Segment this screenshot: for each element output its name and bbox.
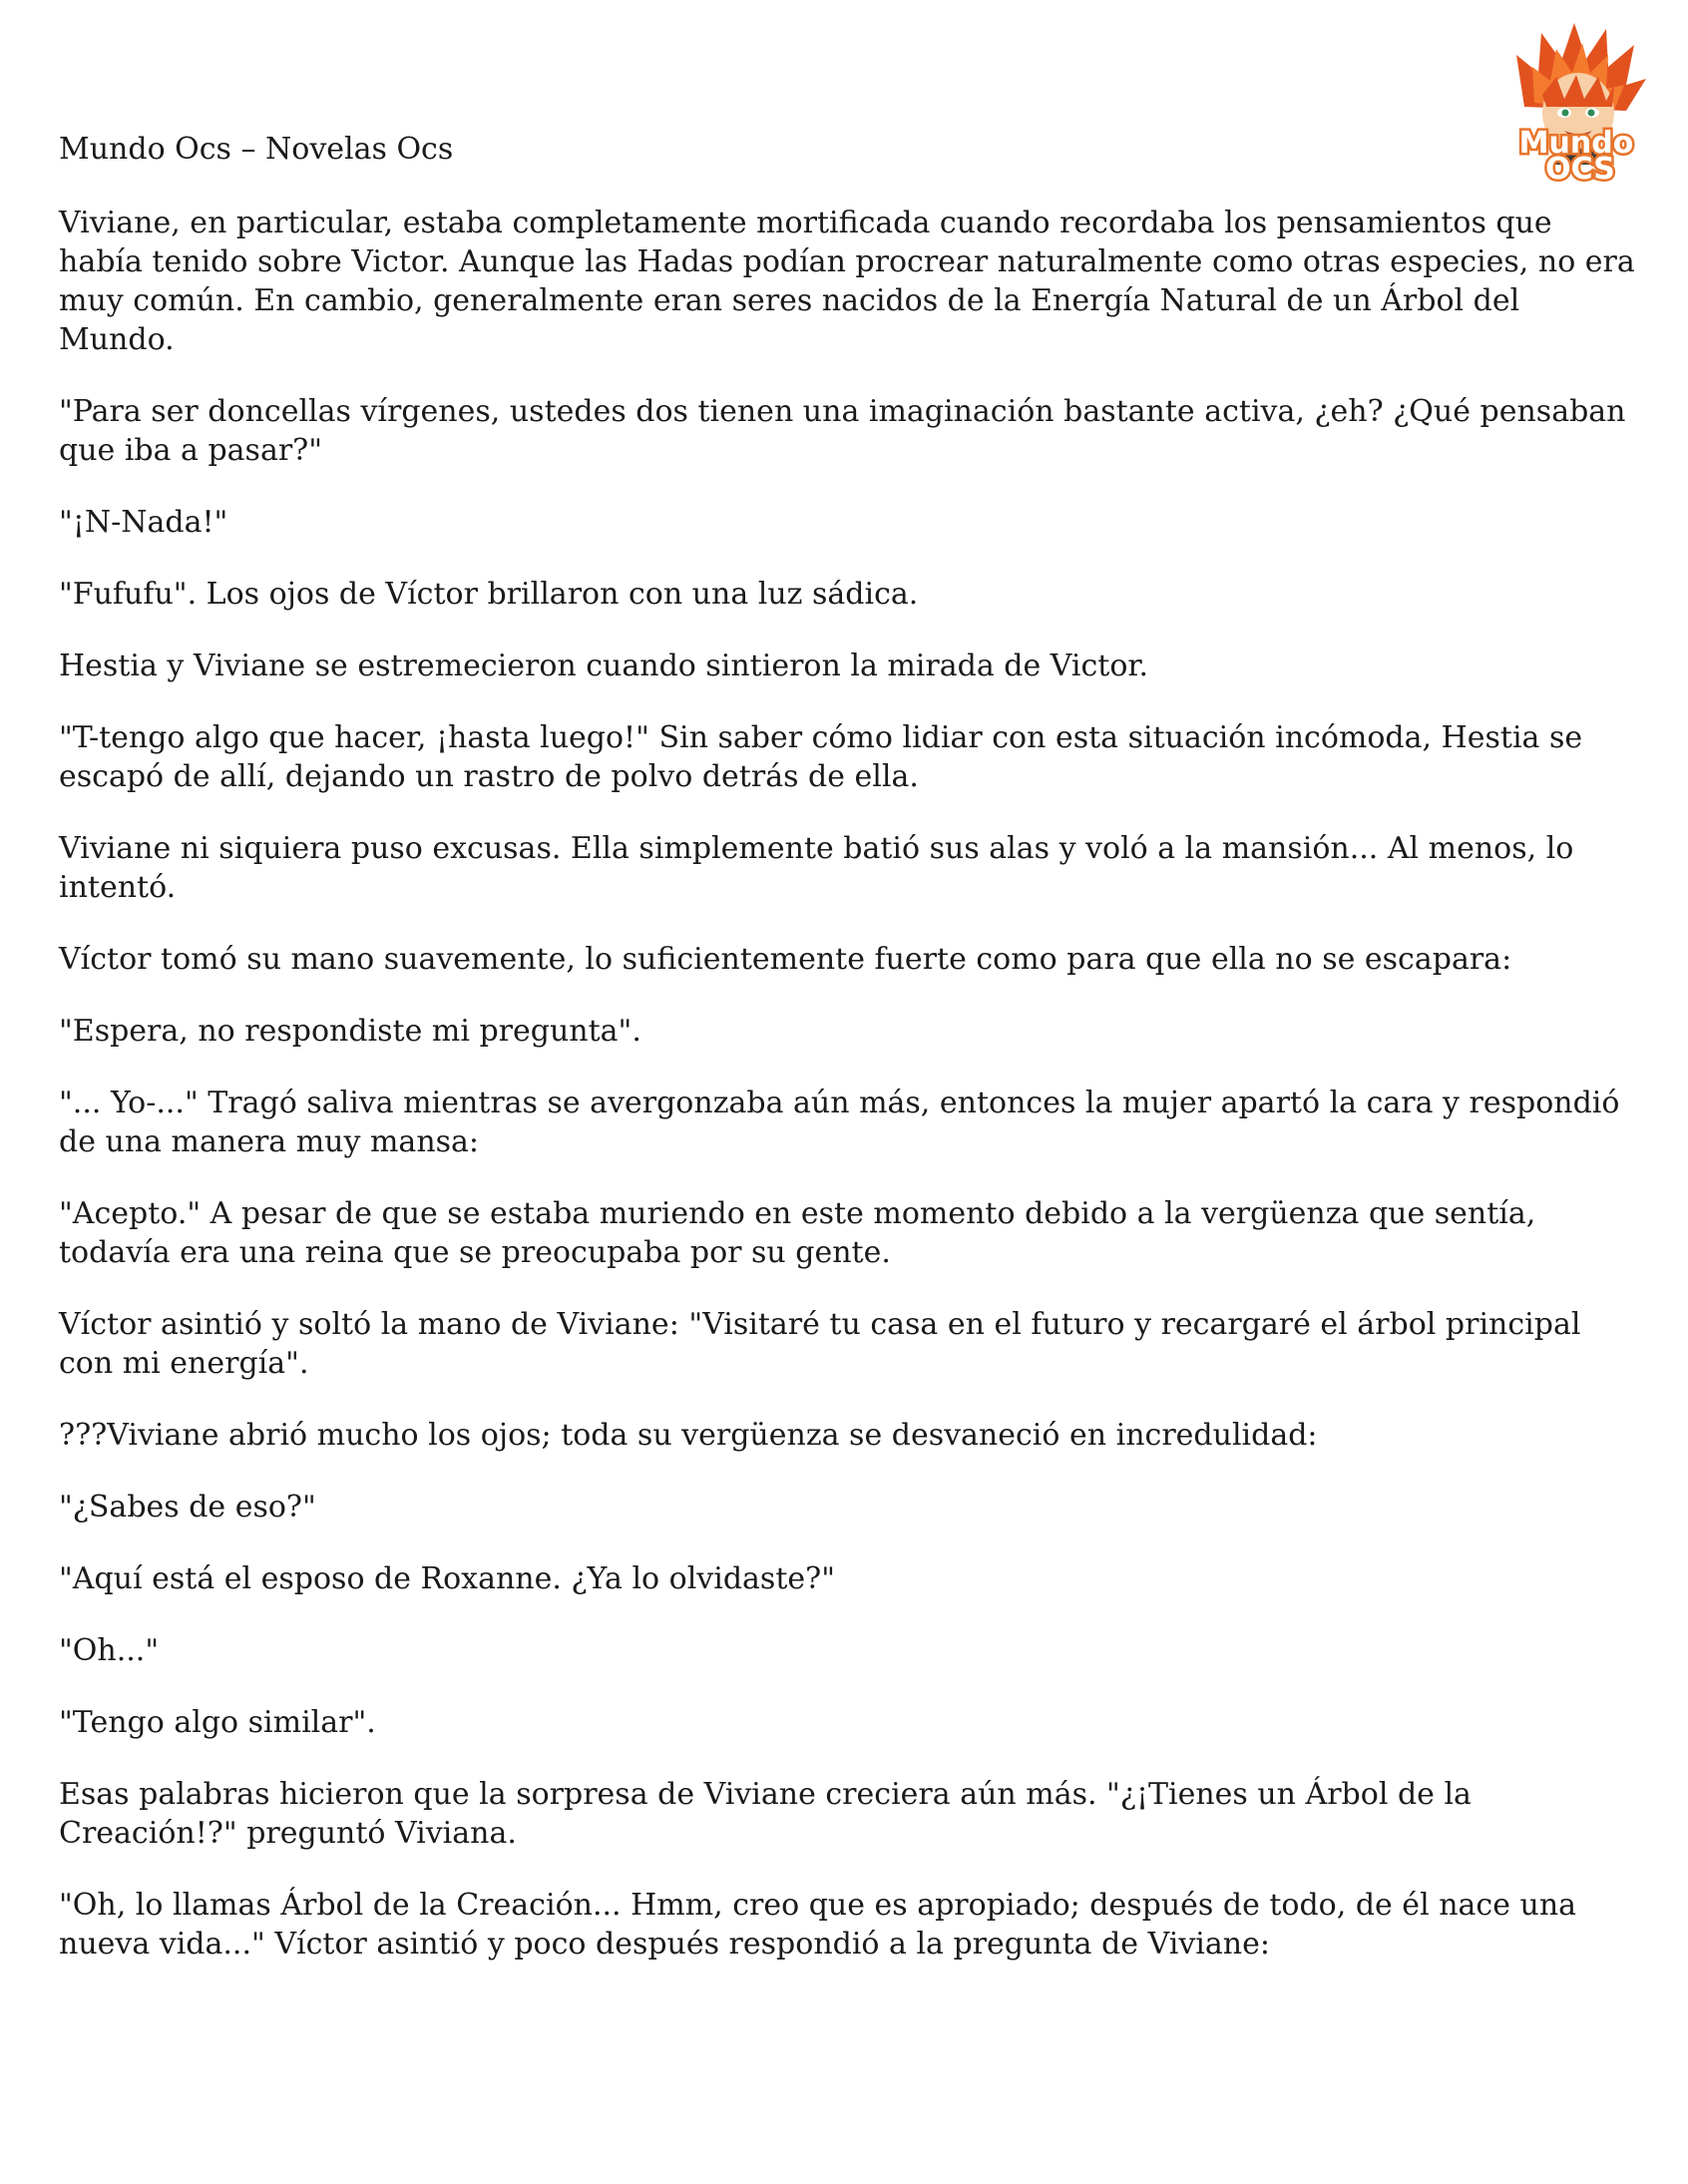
paragraph: "Tengo algo similar". — [59, 1705, 376, 1740]
logo-text-mundo: Mundo — [1518, 126, 1634, 161]
paragraph: "Aquí está el esposo de Roxanne. ¿Ya lo olvidaste?" — [59, 1561, 836, 1596]
paragraph: "¿Sabes de eso?" — [59, 1490, 316, 1525]
paragraph: Viviane, en particular, estaba completamente mortificada cuando recordaba los pensamientos que había tenido sobre Victor. Aunque las Hadas podían procrear naturalmente como otras especies, no era muy común. En cambio, generalmente eran seres nacidos de la Energía Natural de un Árbol del Mundo. — [59, 206, 1635, 357]
paragraph: Víctor asintió y soltó la mano de Viviane: "Visitaré tu casa en el futuro y recargaré el árbol principal con mi energía". — [59, 1307, 1581, 1381]
paragraph: ???Viviane abrió mucho los ojos; toda su vergüenza se desvaneció en incredulidad: — [59, 1418, 1318, 1453]
paragraph: "¡N-Nada!" — [59, 505, 228, 540]
paragraph: "Espera, no respondiste mi pregunta". — [59, 1014, 641, 1049]
paragraph: Hestia y Viviane se estremecieron cuando sintieron la mirada de Victor. — [59, 649, 1148, 683]
manga-character-logo-icon — [1486, 15, 1666, 185]
paragraph: "T-tengo algo que hacer, ¡hasta luego!" Sin saber cómo lidiar con esta situación incómoda, Hestia se escapó de allí, dejando un rastro de polvo detrás de ella. — [59, 720, 1583, 794]
paragraph: "Oh..." — [59, 1633, 160, 1668]
paragraph: "Fufufu". Los ojos de Víctor brillaron con una luz sádica. — [59, 577, 919, 612]
paragraph: Víctor tomó su mano suavemente, lo suficientemente fuerte como para que ella no se escapara: — [59, 942, 1512, 977]
logo-text-ocs: OCS — [1545, 152, 1615, 185]
page-header: Mundo Ocs – Novelas Ocs — [59, 132, 454, 167]
paragraph: "Oh, lo llamas Árbol de la Creación... Hmm, creo que es apropiado; después de todo, de él nace una nueva vida..." Víctor asintió y poco después respondió a la pregunta de Viviane: — [59, 1888, 1577, 1962]
paragraph: Viviane ni siquiera puso excusas. Ella simplemente batió sus alas y voló a la mansión... Al menos, lo intentó. — [59, 831, 1574, 905]
paragraph: "... Yo-..." Tragó saliva mientras se avergonzaba aún más, entonces la mujer apartó la cara y respondió de una manera muy mansa: — [59, 1086, 1620, 1159]
paragraph: Esas palabras hicieron que la sorpresa de Viviane creciera aún más. "¿¡Tienes un Árbol de la Creación!?" preguntó Viviana. — [59, 1777, 1472, 1851]
paragraph: "Acepto." A pesar de que se estaba muriendo en este momento debido a la vergüenza que sentía, todavía era una reina que se preocupaba por su gente. — [59, 1196, 1536, 1270]
document-body — [59, 204, 1637, 1996]
paragraph: "Para ser doncellas vírgenes, ustedes dos tienen una imaginación bastante activa, ¿eh? ¿Qué pensaban que iba a pasar?" — [59, 394, 1626, 468]
